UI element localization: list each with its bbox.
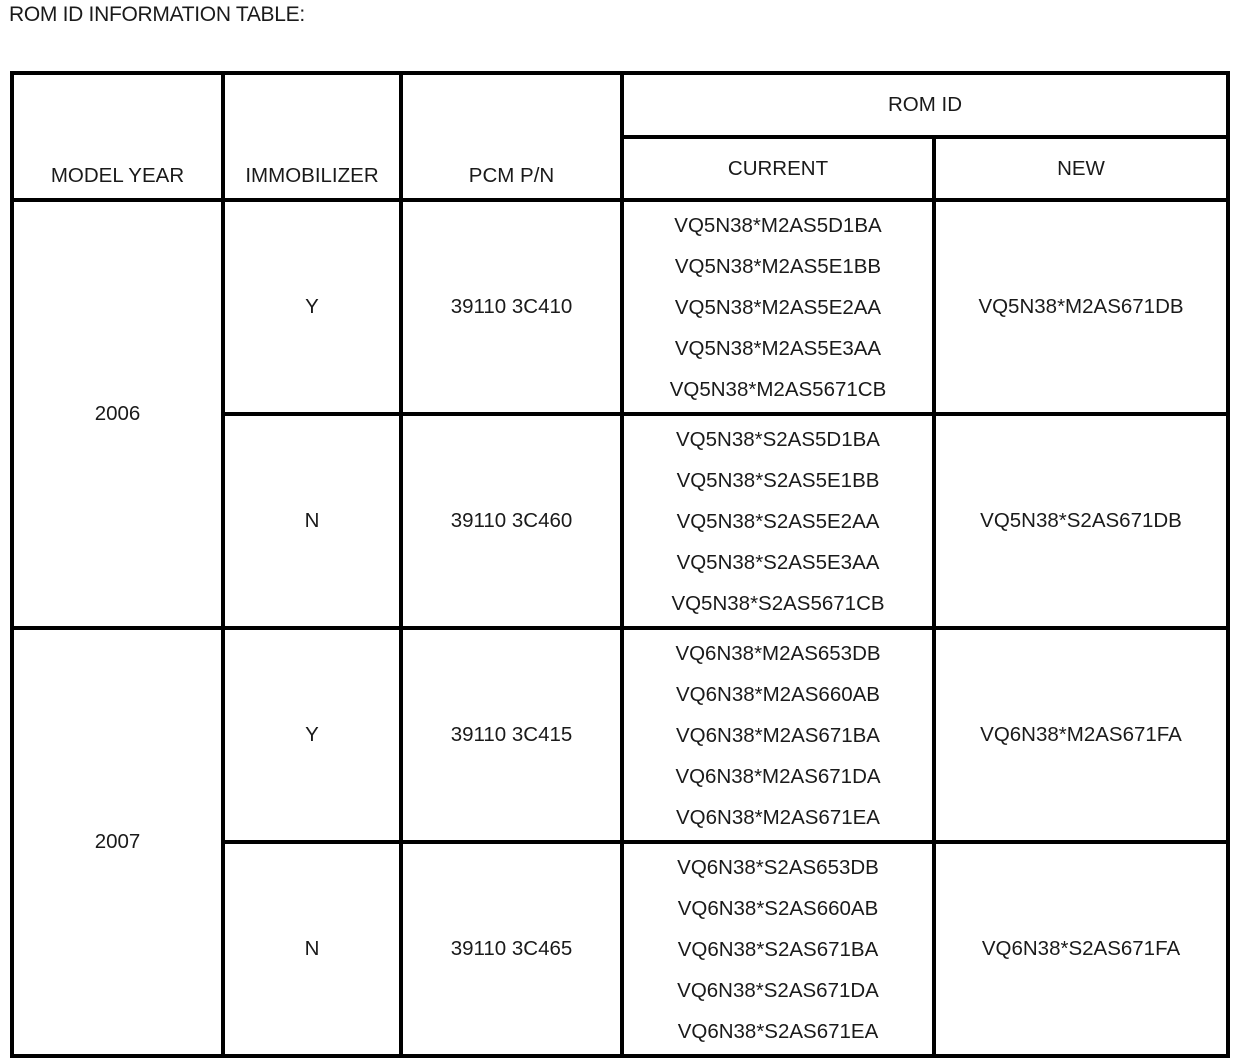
pcm-pn-cell: 39110 3C415 <box>401 628 622 842</box>
current-rom-id: VQ5N38*S2AS5E3AA <box>676 550 880 574</box>
current-rom-id-cell <box>622 628 934 842</box>
immobilizer-cell: Y <box>223 628 401 842</box>
document-title: ROM ID INFORMATION TABLE: <box>9 3 305 26</box>
current-rom-id: VQ5N38*M2AS5671CB <box>669 377 887 401</box>
current-rom-id: VQ5N38*S2AS5E2AA <box>676 509 880 533</box>
current-rom-id-cell <box>622 842 934 1056</box>
table-row <box>12 200 1228 414</box>
current-rom-id: VQ6N38*M2AS660AB <box>676 682 880 706</box>
current-rom-id: VQ6N38*M2AS671DA <box>675 764 881 788</box>
current-rom-id: VQ5N38*S2AS5671CB <box>671 591 885 615</box>
new-rom-id-cell: VQ6N38*S2AS671FA <box>934 842 1228 1056</box>
current-rom-id: VQ6N38*S2AS653DB <box>677 855 879 879</box>
current-rom-id: VQ5N38*S2AS5E1BB <box>676 468 880 492</box>
current-rom-id: VQ5N38*M2AS5E2AA <box>674 295 882 319</box>
current-rom-id: VQ6N38*S2AS671BA <box>677 937 879 961</box>
rom-id-table <box>10 71 1230 1058</box>
pcm-pn-cell: 39110 3C465 <box>401 842 622 1056</box>
header-rom-id: ROM ID <box>622 73 1228 137</box>
current-rom-id: VQ6N38*M2AS653DB <box>675 641 881 665</box>
current-rom-id: VQ5N38*S2AS5D1BA <box>676 427 880 451</box>
header-pcm-pn: PCM P/N <box>401 73 622 200</box>
current-rom-id: VQ6N38*S2AS671EA <box>677 1019 879 1043</box>
current-rom-id: VQ5N38*M2AS5E1BB <box>674 254 882 278</box>
pcm-pn-cell: 39110 3C410 <box>401 200 622 414</box>
header-model-year: MODEL YEAR <box>12 73 223 200</box>
new-rom-id-cell: VQ5N38*S2AS671DB <box>934 414 1228 628</box>
header-current: CURRENT <box>622 137 934 200</box>
current-rom-id-cell <box>622 200 934 414</box>
immobilizer-cell: Y <box>223 200 401 414</box>
immobilizer-cell: N <box>223 414 401 628</box>
current-rom-id: VQ5N38*M2AS5E3AA <box>674 336 882 360</box>
model-year-cell: 2006 <box>12 200 223 628</box>
pcm-pn-cell: 39110 3C460 <box>401 414 622 628</box>
current-rom-id: VQ6N38*S2AS671DA <box>677 978 879 1002</box>
immobilizer-cell: N <box>223 842 401 1056</box>
current-rom-id: VQ6N38*M2AS671EA <box>676 805 880 829</box>
model-year-cell: 2007 <box>12 628 223 1056</box>
header-immobilizer: IMMOBILIZER <box>223 73 401 200</box>
header-new: NEW <box>934 137 1228 200</box>
new-rom-id-cell: VQ6N38*M2AS671FA <box>934 628 1228 842</box>
current-rom-id-cell <box>622 414 934 628</box>
current-rom-id: VQ6N38*M2AS671BA <box>676 723 880 747</box>
current-rom-id: VQ6N38*S2AS660AB <box>677 896 879 920</box>
table-row <box>12 628 1228 842</box>
new-rom-id-cell: VQ5N38*M2AS671DB <box>934 200 1228 414</box>
current-rom-id: VQ5N38*M2AS5D1BA <box>674 213 882 237</box>
